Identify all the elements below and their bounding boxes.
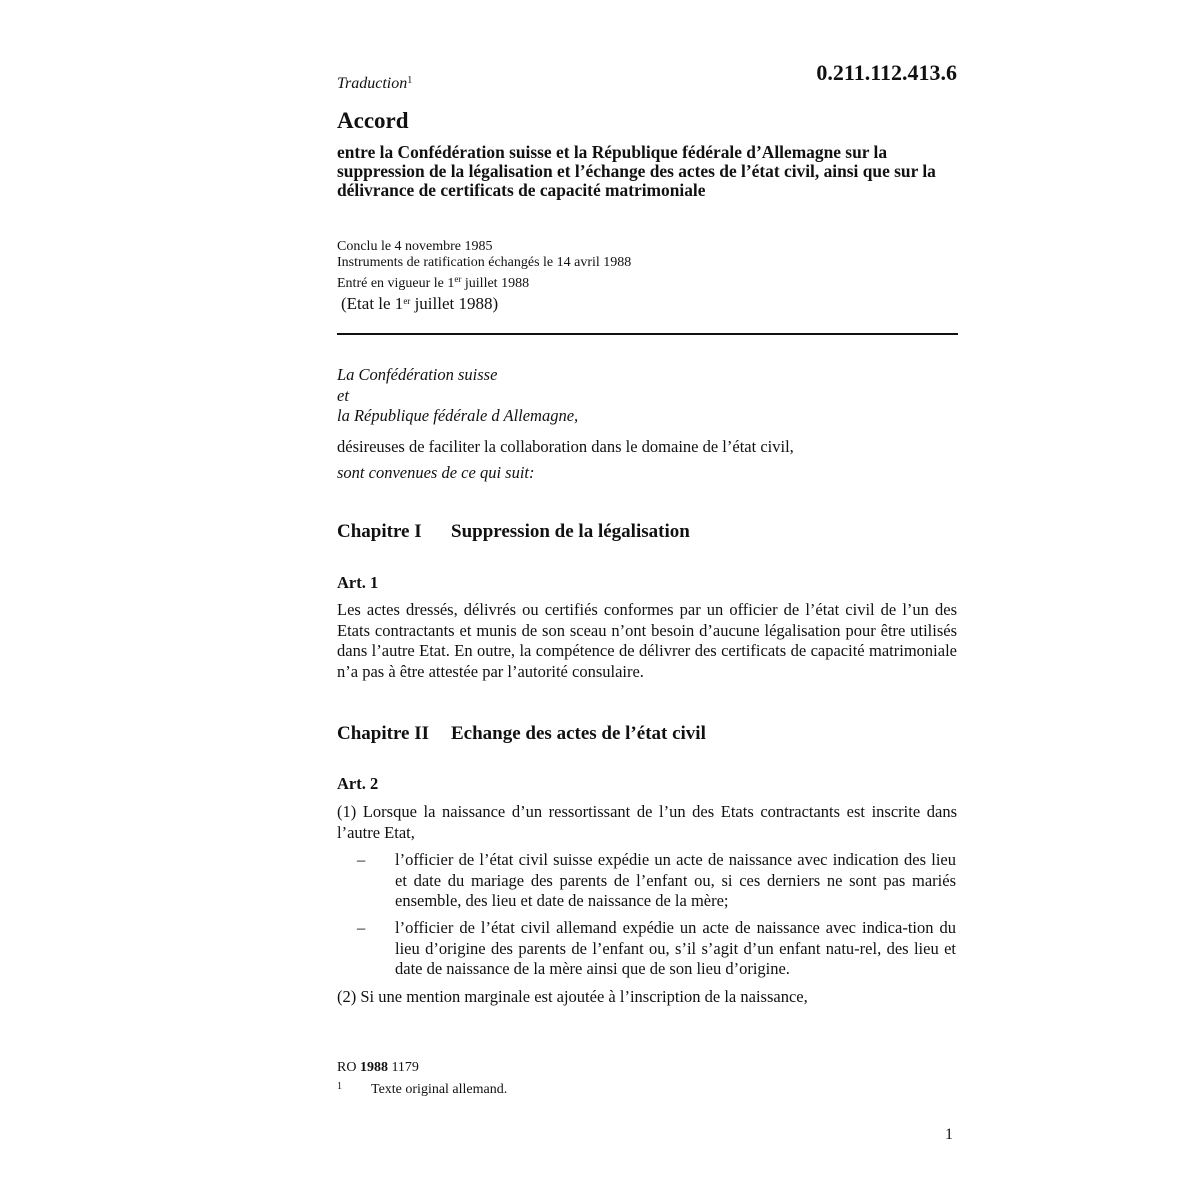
document-title: Accord bbox=[337, 108, 409, 133]
party-germany: la République fédérale d Allemagne, bbox=[337, 406, 579, 425]
status-date bbox=[341, 294, 498, 314]
preamble-desire: désireuses de faciliter la collaboration dans le domaine de l’état civil, bbox=[337, 437, 794, 456]
footnote-number: 1 bbox=[337, 1081, 342, 1092]
traduction-text: Traduction bbox=[337, 75, 408, 92]
chapter-2-heading bbox=[337, 723, 706, 745]
footnote bbox=[337, 1081, 507, 1098]
list-item bbox=[337, 918, 957, 980]
article-2-paragraph-1: (1) Lorsque la naissance d’un ressortissant de l’un des Etats contractants est inscrite dans l’autre Etat, bbox=[337, 802, 957, 842]
chapter-1-title: Suppression de la légalisation bbox=[451, 521, 690, 542]
entry-text-end: juillet 1988 bbox=[461, 276, 530, 291]
preamble-block bbox=[337, 434, 794, 486]
preamble-agreed: sont convenues de ce qui suit: bbox=[337, 463, 535, 482]
entry-into-force-date bbox=[337, 271, 631, 292]
article-2-paragraph-2: (2) Si une mention marginale est ajoutée à l’inscription de la naissance, bbox=[337, 987, 808, 1006]
ro-page: 1179 bbox=[387, 1060, 419, 1075]
dash-bullet: – bbox=[357, 850, 366, 869]
document-page bbox=[337, 0, 957, 1200]
entry-text: Entré en vigueur le 1 bbox=[337, 276, 455, 291]
status-sup: er bbox=[403, 296, 411, 306]
list-item bbox=[337, 850, 957, 912]
article-2-label: Art. 2 bbox=[337, 774, 379, 793]
horizontal-rule bbox=[337, 333, 958, 335]
party-switzerland: La Confédération suisse bbox=[337, 365, 498, 384]
chapter-2-number: Chapitre II bbox=[337, 723, 430, 744]
document-number: 0.211.112.413.6 bbox=[816, 60, 957, 85]
party-and: et bbox=[337, 385, 349, 405]
footnote-ref[interactable]: 1 bbox=[407, 75, 413, 86]
page-number: 1 bbox=[945, 1126, 953, 1143]
chapter-1-number: Chapitre I bbox=[337, 521, 422, 542]
document-subtitle: entre la Confédération suisse et la République fédérale d’Allemagne sur la suppression de la légalisation et l’échange des actes de l’état civil, ainsi que sur la délivrance de certificats de capacité matrimoniale bbox=[337, 142, 936, 200]
ro-year: 1988 bbox=[359, 1060, 388, 1075]
list-item-text: l’officier de l’état civil allemand expédie un acte de naissance avec indica-tion du lieu d’origine des parents de l’enfant ou, s’il s’agit d’un enfant natu-rel, des lieu et date de naissance de la mère ainsi que de son lieu d’origine. bbox=[395, 918, 956, 978]
list-item-text: l’officier de l’état civil suisse expédie un acte de naissance avec indication des lieu et date du mariage des parents de l’enfant ou, si ces derniers ne sont pas mariés ensemble, des lieu et date de naissance de la mère; bbox=[395, 850, 956, 910]
dates-block bbox=[337, 239, 631, 292]
article-1-text: Les actes dressés, délivrés ou certifiés conformes par un officier de l’état civil de l’un des Etats contractants et munis de son sceau n’ont besoin d’aucune légalisation pour être utilisés dans l’autre Etat. En outre, la compétence de délivrer des certificats de capacité matrimoniale n’a pas à être attestée par l’autorité consulaire. bbox=[337, 600, 957, 681]
status-text-end: juillet 1988) bbox=[410, 294, 499, 313]
chapter-2-title: Echange des actes de l’état civil bbox=[451, 723, 706, 744]
conclu-date: Conclu le 4 novembre 1985 bbox=[337, 239, 493, 254]
traduction-label bbox=[337, 75, 412, 93]
ro-prefix: RO bbox=[337, 1060, 360, 1075]
dash-bullet: – bbox=[357, 918, 366, 937]
footnote-text: Texte original allemand. bbox=[371, 1082, 508, 1097]
parties-block bbox=[337, 365, 578, 427]
ro-reference bbox=[337, 1060, 419, 1076]
status-text: (Etat le 1 bbox=[341, 294, 404, 313]
article-1-label: Art. 1 bbox=[337, 573, 379, 592]
instruments-date: Instruments de ratification échangés le 14 avril 1988 bbox=[337, 255, 632, 270]
chapter-1-heading bbox=[337, 521, 690, 543]
entry-sup: er bbox=[454, 274, 462, 284]
